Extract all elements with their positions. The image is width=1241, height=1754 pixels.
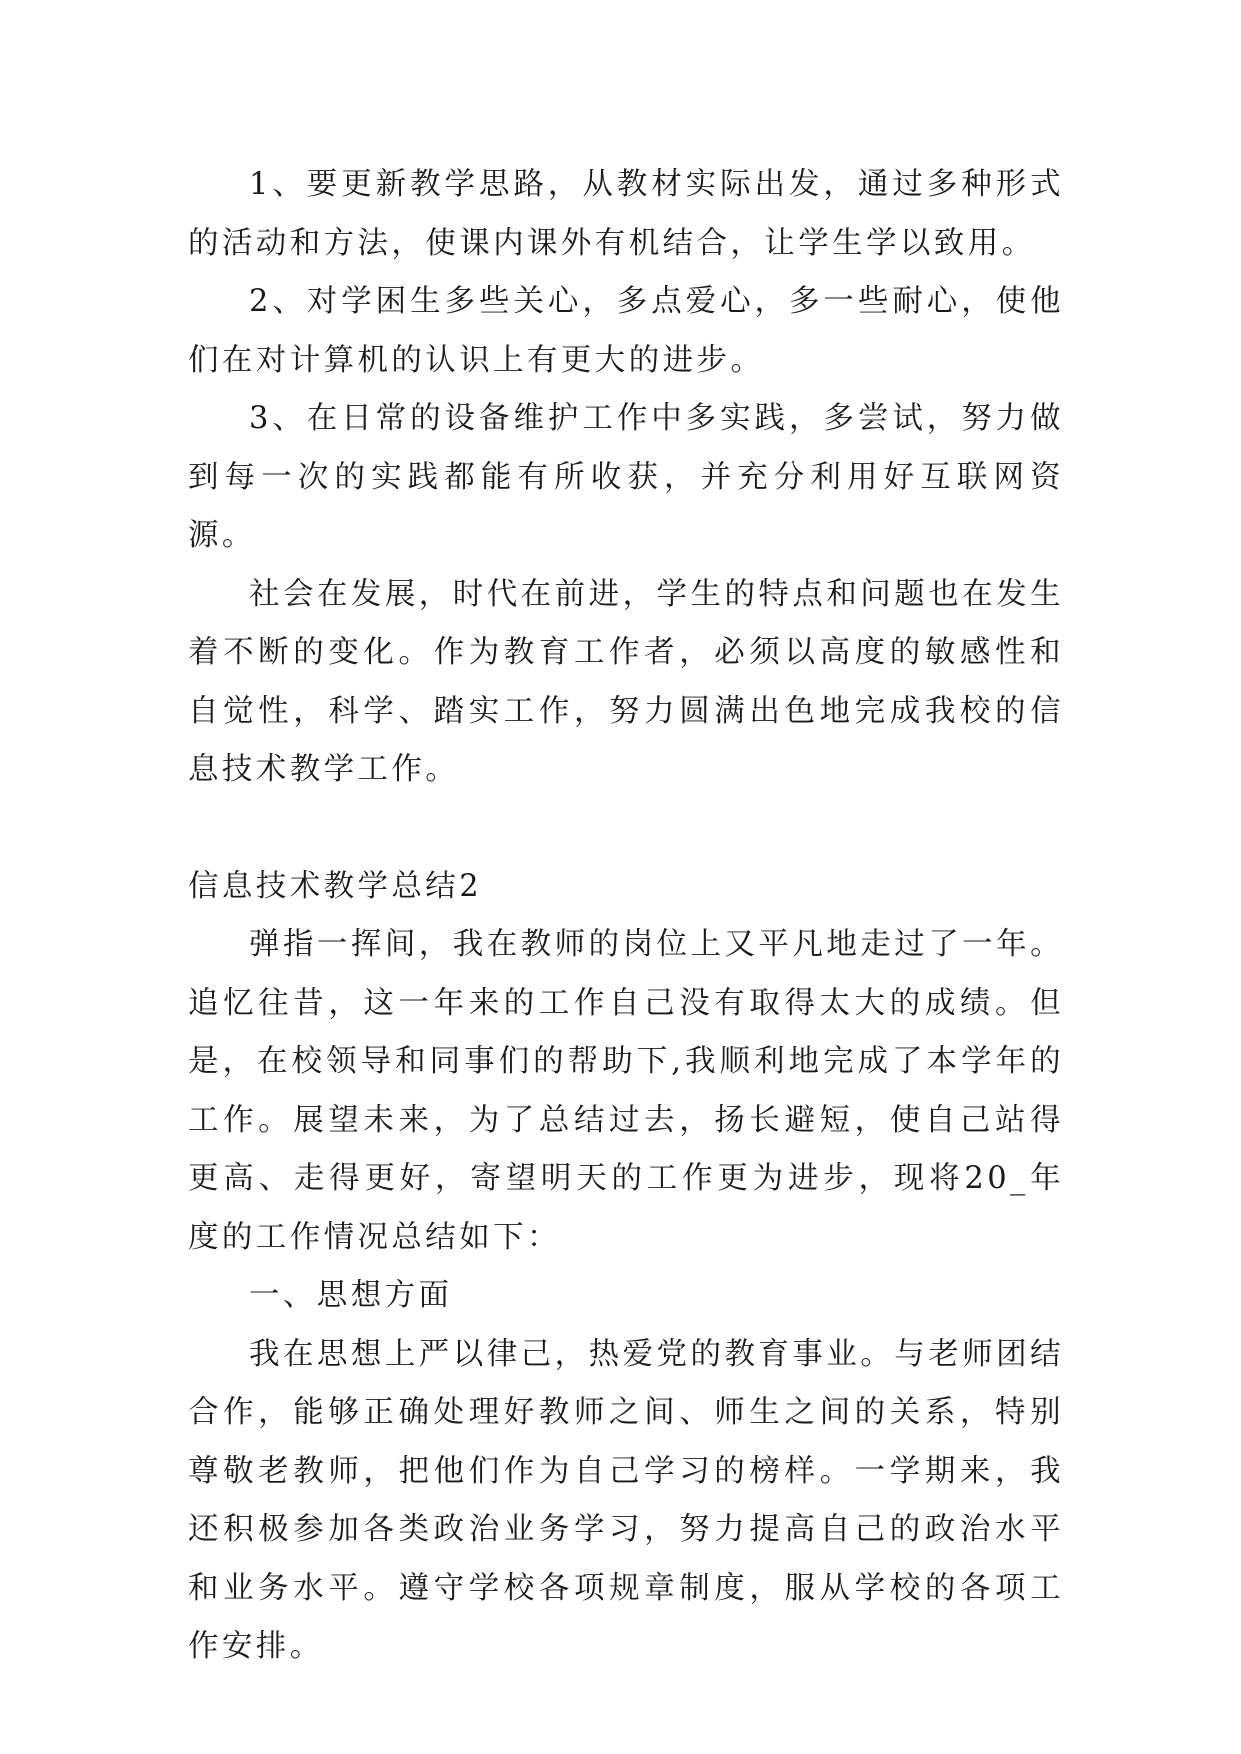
paragraph-item-1: 1、要更新教学思路，从教材实际出发，通过多种形式的活动和方法，使课内课外有机结合，让学生学以致用。 bbox=[188, 167, 1064, 261]
paragraph-item-2: 2、对学困生多些关心，多点爱心，多一些耐心，使他们在对计算机的认识上有更大的进步。 bbox=[188, 284, 1064, 378]
section-heading: 信息技术教学总结2 bbox=[188, 868, 483, 904]
paragraph-item-3: 3、在日常的设备维护工作中多实践，多尝试，努力做到每一次的实践都能有所收获，并充分利用好互联网资源。 bbox=[188, 401, 1064, 553]
paragraph-intro: 弹指一挥间，我在教师的岗位上又平凡地走过了一年。追忆往昔，这一年来的工作自己没有取得太大的成绩。但是，在校领导和同事们的帮助下,我顺利地完成了本学年的工作。展望未来，为了总结过去，扬长避短，使自己站得更高、走得更好，寄望明天的工作更为进步，现将20_年度的工作情况总结如下： bbox=[188, 927, 1064, 1255]
paragraph-thought: 我在思想上严以律己，热爱党的教育事业。与老师团结合作，能够正确处理好教师之间、师生之间的关系，特别尊敬老教师，把他们作为自己学习的榜样。一学期来，我还积极参加各类政治业务学习，努力提高自己的政治水平和业务水平。遵守学校各项规章制度，服从学校的各项工作安排。 bbox=[188, 1336, 1064, 1664]
document-body bbox=[188, 156, 1064, 1677]
subheading-thought: 一、思想方面 bbox=[249, 1278, 453, 1313]
paragraph-conclusion: 社会在发展，时代在前进，学生的特点和问题也在发生着不断的变化。作为教育工作者，必须以高度的敏感性和自觉性，科学、踏实工作，努力圆满出色地完成我校的信息技术教学工作。 bbox=[188, 576, 1064, 787]
section-gap bbox=[188, 800, 1064, 858]
